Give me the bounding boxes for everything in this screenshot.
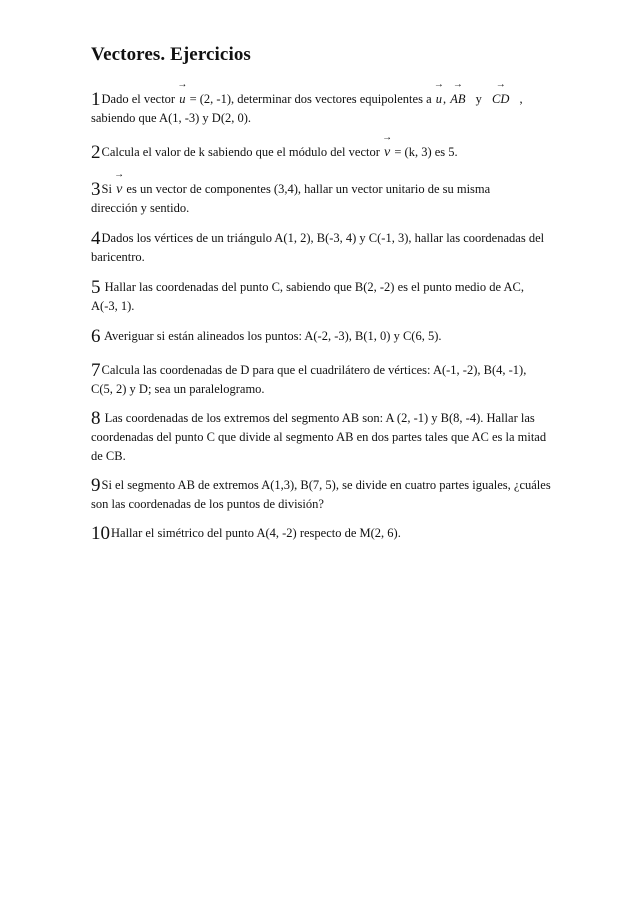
exercise-text: Hallar las coordenadas del punto C, sabiendo que B(2, -2) es el punto medio de AC, A(-3, 1). xyxy=(91,280,524,313)
exercise-text: Las coordenadas de los extremos del segmento AB son: A (2, -1) y B(8, -4). Hallar las coordenadas del punto C que divide al segmento AB en dos partes tales que AC es la mitad de CB. xyxy=(91,411,547,463)
exercise-number: 6 xyxy=(91,326,101,347)
exercise-text: y xyxy=(475,92,482,106)
exercise-number: 8 xyxy=(91,408,101,429)
exercise-text: sabiendo que A(1, -3) y D(2, 0). xyxy=(91,111,252,125)
vector-cd-symbol: → CD xyxy=(491,90,510,109)
exercise-text: Calcula el valor de k sabiendo que el módulo del vector xyxy=(101,145,380,159)
exercise-text: = (k, 3) es 5. xyxy=(394,145,458,159)
exercise-text: Si el segmento AB de extremos A(1,3), B(7, 5), se divide en cuatro partes iguales, ¿cuáles son las coordenadas de los puntos de división? xyxy=(91,478,551,511)
exercise-3 xyxy=(91,180,551,218)
exercise-text: Dado el vector xyxy=(101,92,176,106)
exercise-text: Si xyxy=(101,182,112,196)
vector-u-symbol: → u xyxy=(435,90,443,109)
exercise-number: 4 xyxy=(91,228,101,249)
vector-v-symbol: → v xyxy=(383,143,391,162)
exercise-text: , xyxy=(443,92,447,106)
exercise-5 xyxy=(91,278,551,316)
exercise-6 xyxy=(91,327,551,346)
exercise-text: Calcula las coordenadas de D para que el cuadrilátero de vértices: A(-1, -2), B(4, -1), C(5, 2) y D; sea un paralelogramo. xyxy=(91,363,527,396)
exercise-number: 9 xyxy=(91,475,101,496)
exercise-1 xyxy=(91,90,561,128)
exercise-7 xyxy=(91,361,551,399)
exercise-number: 10 xyxy=(91,523,110,544)
exercise-number: 2 xyxy=(91,142,101,163)
exercise-8 xyxy=(91,409,551,466)
exercise-2 xyxy=(91,143,551,162)
exercise-text: Hallar el simétrico del punto A(4, -2) respecto de M(2, 6). xyxy=(111,526,401,540)
exercise-4 xyxy=(91,229,551,267)
exercise-text: es un vector de componentes (3,4), hallar un vector unitario de su misma xyxy=(126,182,491,196)
exercise-9 xyxy=(91,476,551,514)
exercise-text: dirección y sentido. xyxy=(91,201,190,215)
vector-u-symbol: → u xyxy=(178,90,186,109)
exercise-number: 7 xyxy=(91,360,101,381)
exercise-text: Dados los vértices de un triángulo A(1, 2), B(-3, 4) y C(-1, 3), hallar las coordenadas del baricentro. xyxy=(91,231,545,264)
exercise-number: 3 xyxy=(91,179,101,200)
vector-v-symbol: → v xyxy=(115,180,123,199)
exercise-text: = (2, -1), determinar dos vectores equipolentes a xyxy=(189,92,432,106)
exercise-10 xyxy=(91,524,551,543)
exercise-number: 1 xyxy=(91,89,101,110)
page-title: Vectores. Ejercicios xyxy=(91,44,251,65)
exercise-text: , xyxy=(519,92,523,106)
exercise-number: 5 xyxy=(91,277,101,298)
exercise-text: Averiguar si están alineados los puntos: A(-2, -3), B(1, 0) y C(6, 5). xyxy=(103,329,442,343)
vector-ab-symbol: → AB xyxy=(449,90,466,109)
